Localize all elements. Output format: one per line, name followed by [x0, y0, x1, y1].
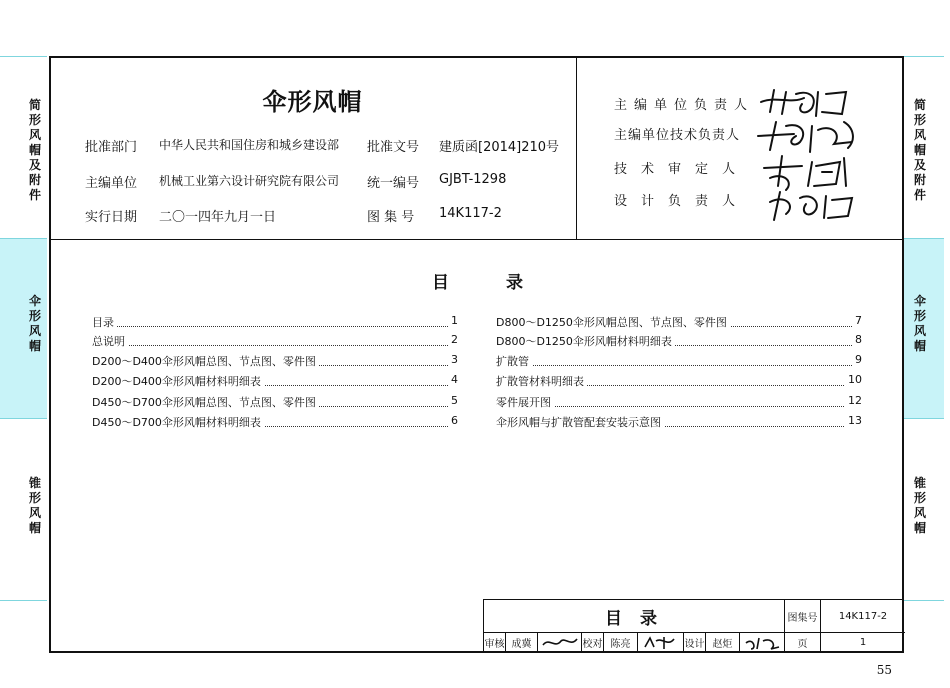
toc-entry[interactable]: 目录 1 [92, 314, 458, 329]
handwritten-signatures [756, 82, 866, 222]
tab-divider [0, 600, 47, 601]
toc-entry[interactable]: D800～D1250伞形风帽材料明细表 8 [496, 333, 862, 348]
uniform-no-label: 统一编号 [367, 176, 420, 191]
atlas-no-value: 14K117-2 [439, 206, 502, 221]
side-tab-label: 简形风帽及附件 [28, 98, 41, 202]
toc-entry[interactable]: 零件展开图 12 [496, 394, 862, 409]
title-block-title: 目 录 [484, 600, 785, 633]
proof-signature [638, 633, 684, 652]
tab-divider [0, 56, 47, 57]
approval-dept-label: 批准部门 [85, 140, 138, 155]
proof-label: 校对 [582, 633, 604, 652]
header-info-panel [49, 56, 577, 240]
approval-doc-value: 建质函[2014]210号 [439, 140, 560, 155]
side-tab-left-2[interactable] [0, 238, 47, 418]
toc-entry[interactable]: D200～D400伞形风帽材料明细表 4 [92, 373, 458, 388]
review-label: 审核 [484, 633, 506, 652]
toc-title-left: 目 [432, 273, 449, 293]
page-number: 55 [876, 663, 892, 677]
side-tab-label: 锥形风帽 [28, 476, 41, 535]
toc-entry[interactable]: 扩散管 9 [496, 353, 862, 368]
side-tab-right-2[interactable] [904, 238, 944, 418]
side-tab-label: 锥形风帽 [913, 476, 926, 535]
side-tab-right-3[interactable] [904, 418, 950, 600]
editor-unit-value: 机械工业第六设计研究院有限公司 [159, 174, 340, 188]
toc-entry[interactable]: D800～D1250伞形风帽总图、节点图、零件图 7 [496, 314, 862, 329]
toc-entry[interactable]: D450～D700伞形风帽材料明细表 6 [92, 414, 458, 429]
design-label: 设计 [684, 633, 706, 652]
effective-date-value: 二〇一四年九月一日 [159, 210, 277, 225]
design-signature [740, 633, 785, 652]
side-tab-label: 伞形风帽 [28, 294, 41, 353]
atlas-no-label: 图 集 号 [367, 210, 415, 225]
signature-panel [576, 56, 904, 240]
side-tab-label: 伞形风帽 [913, 294, 926, 353]
signature-role: 主编单位技术负责人 [614, 128, 741, 143]
side-tab-left-1[interactable] [0, 56, 47, 238]
side-tab-label: 简形风帽及附件 [913, 98, 926, 202]
toc-entry[interactable]: 扩散管材料明细表 10 [496, 373, 862, 388]
title-block-atlas-value: 14K117-2 [821, 600, 905, 633]
side-tab-left-3[interactable] [0, 418, 47, 600]
proof-name: 陈亮 [604, 633, 638, 652]
editor-unit-label: 主编单位 [85, 176, 138, 191]
design-name: 赵炬 [706, 633, 740, 652]
review-name: 成冀 [506, 633, 538, 652]
toc-entry[interactable]: D200～D400伞形风帽总图、节点图、零件图 3 [92, 353, 458, 368]
approval-doc-label: 批准文号 [367, 140, 420, 155]
tab-divider [904, 418, 944, 419]
toc-entry[interactable]: 总说明 2 [92, 333, 458, 348]
signature-role: 设计负责人 [614, 194, 750, 209]
tab-divider [904, 238, 944, 239]
page-label: 页 [785, 633, 821, 652]
tab-divider [0, 238, 47, 239]
atlas-title: 伞形风帽 [262, 88, 363, 116]
toc-entry[interactable]: D450～D700伞形风帽总图、节点图、零件图 5 [92, 394, 458, 409]
signature-role: 主编单位负责人 [614, 98, 755, 113]
page-value: 1 [859, 637, 867, 648]
effective-date-label: 实行日期 [85, 210, 138, 225]
uniform-no-value: GJBT-1298 [439, 172, 507, 187]
toc-entry[interactable]: 伞形风帽与扩散管配套安装示意图 13 [496, 414, 862, 429]
tab-divider [0, 418, 47, 419]
toc-title-right: 录 [506, 273, 523, 293]
title-block [483, 599, 904, 653]
tab-divider [904, 56, 944, 57]
side-tab-right-1[interactable] [904, 56, 950, 238]
signature-role: 技术审定人 [614, 162, 750, 177]
review-signature [538, 633, 582, 652]
approval-dept-value: 中华人民共和国住房和城乡建设部 [159, 138, 340, 152]
tab-divider [904, 600, 944, 601]
title-block-atlas-label: 图集号 [785, 600, 821, 633]
